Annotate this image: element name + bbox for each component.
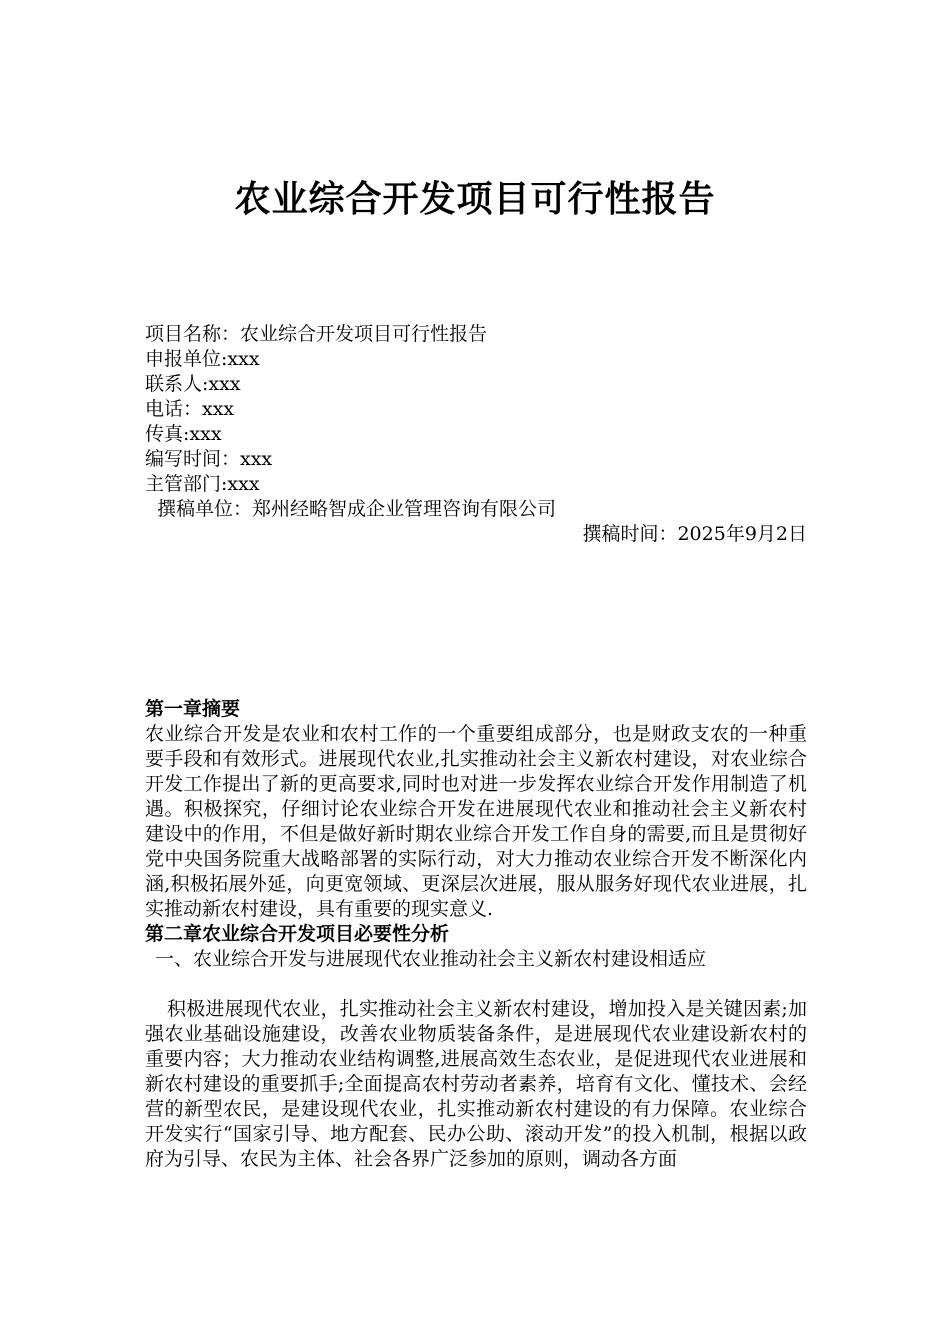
chapter2-heading: 第二章农业综合开发项目必要性分析: [145, 923, 450, 945]
project-name-line: 项目名称：农业综合开发项目可行性报告: [145, 323, 488, 345]
section1-heading: 一、农业综合开发与进展现代农业推动社会主义新农村建设相适应: [155, 948, 707, 970]
phone-line: 电话：xxx: [145, 398, 235, 420]
project-info-block: [145, 322, 807, 547]
chapter1-paragraph: 农业综合开发是农业和农村工作的一个重要组成部分，也是财政支农的一种重要手段和有效形式。进展现代农业,扎实推动社会主义新农村建设，对农业综合开发工作提出了新的更高要求,同时也对进一步发挥农业综合开发作用制造了机遇。积极探究，仔细讨论农业综合开发在进展现代农业和推动社会主义新农村建设中的作用，不但是做好新时期农业综合开发工作自身的需要,而且是贯彻好党中央国务院重大战略部署的实际行动，对大力推动农业综合开发不断深化内涵,积极拓展外延，向更宽领域、更深层次进展，服从服务好现代农业进展，扎实推动新农村建设，具有重要的现实意义.: [145, 723, 807, 920]
written-time-line: 编写时间：xxx: [145, 448, 273, 470]
applicant-line: 申报单位:xxx: [145, 348, 260, 370]
author-unit-line: 撰稿单位：郑州经略智成企业管理咨询有限公司: [157, 498, 557, 520]
department-line: 主管部门:xxx: [145, 473, 260, 495]
blank-line: [145, 972, 807, 997]
document-title: 农业综合开发项目可行性报告: [234, 179, 716, 220]
author-time-line: 撰稿时间：2025年9月2日: [582, 523, 807, 545]
chapter1-heading: 第一章摘要: [145, 698, 241, 720]
contact-line: 联系人:xxx: [145, 373, 241, 395]
fax-line: 传真:xxx: [145, 423, 222, 445]
document-body: [145, 697, 807, 1172]
chapter2-paragraph: 积极进展现代农业，扎实推动社会主义新农村建设，增加投入是关键因素;加强农业基础设施建设，改善农业物质装备条件，是进展现代农业建设新农村的重要内容；大力推动农业结构调整,进展高效生态农业，是促进现代农业进展和新农村建设的重要抓手;全面提高农村劳动者素养，培育有文化、懂技术、会经营的新型农民，是建设现代农业，扎实推动新农村建设的有力保障。农业综合开发实行“国家引导、地方配套、民办公助、滚动开发”的投入机制，根据以政府为引导、农民为主体、社会各界广泛参加的原则，调动各方面: [145, 998, 807, 1170]
